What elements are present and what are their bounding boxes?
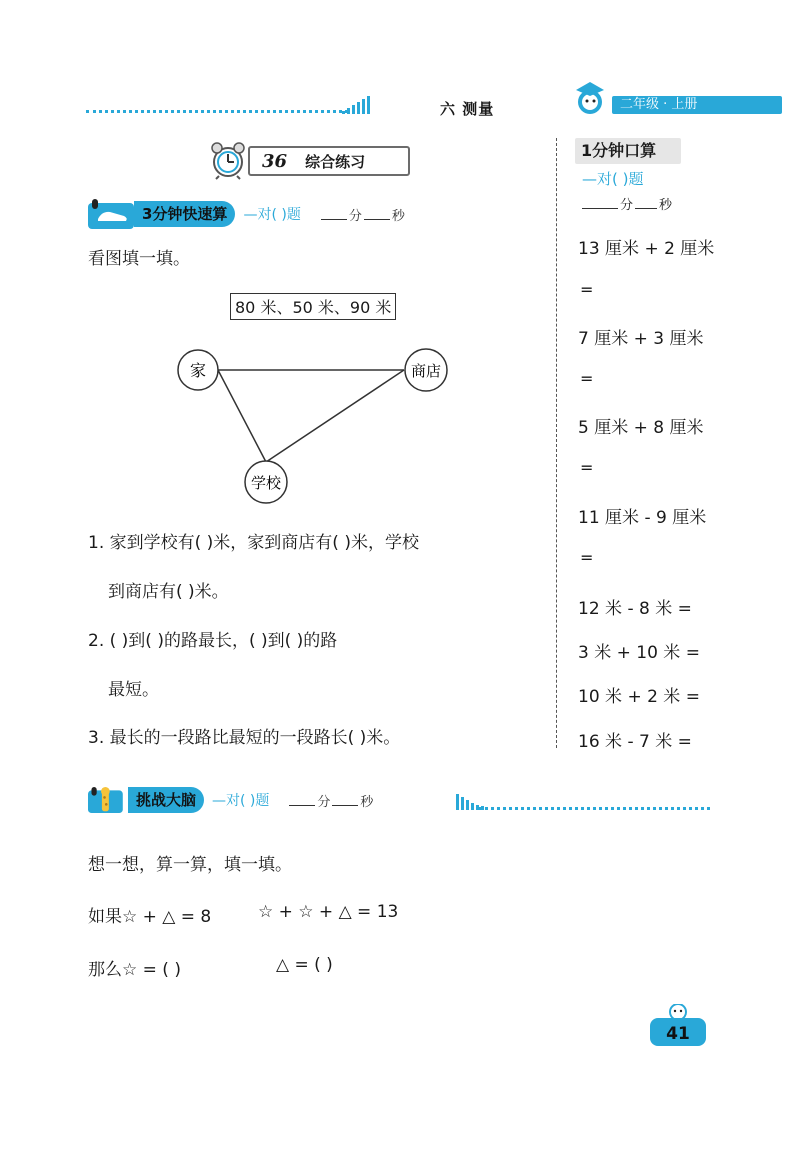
- challenge-line-2-b: △ = ( ): [276, 955, 333, 975]
- challenge-instruction: 想一想，算一算，填一填。: [88, 855, 292, 875]
- route-diagram: [170, 340, 460, 510]
- challenge-label: 挑战大脑: [128, 787, 204, 813]
- home-school-path: [218, 370, 266, 462]
- oral-item-4: 11 厘米 - 9 厘米: [578, 508, 707, 528]
- oral-item-2-equals: =: [580, 369, 594, 388]
- question-3: 3. 最长的一段路比最短的一段路长( )米。: [88, 728, 401, 748]
- lesson-number: 36: [262, 150, 288, 172]
- oral-item-2: 7 厘米 + 3 厘米: [578, 329, 704, 349]
- oral-calc-score: —对( )题: [582, 170, 644, 188]
- page-number-badge: [644, 1004, 712, 1048]
- oral-item-7: 10 米 + 2 米 =: [578, 687, 700, 707]
- quick-calc-score: —对( )题: [243, 207, 301, 223]
- sneaker-icon: [88, 199, 134, 229]
- oral-item-3-equals: =: [580, 458, 594, 477]
- lesson-title-box: [248, 146, 410, 176]
- alarm-clock-icon: [208, 140, 248, 180]
- question-2-line-1: 2. ( )到( )的路最长，( )到( )的路: [88, 631, 338, 651]
- oral-item-6: 3 米 + 10 米 =: [578, 643, 700, 663]
- oral-item-3: 5 厘米 + 8 厘米: [578, 418, 704, 438]
- home-node-label: 家: [189, 361, 207, 380]
- challenge-time: 分 秒: [287, 791, 373, 810]
- challenge-line-2-a: 那么☆ = ( ): [88, 960, 181, 980]
- question-1-line-2: 到商店有( )米。: [108, 582, 229, 602]
- distance-options-box: 80 米、50 米、90 米: [230, 293, 396, 320]
- challenge-line-1-b: ☆ + ☆ + △ = 13: [258, 902, 399, 922]
- shop-node-label: 商店: [410, 362, 442, 380]
- challenge-header: [88, 786, 373, 814]
- challenge-line-1-a: 如果☆ + △ = 8: [88, 907, 212, 927]
- oral-item-1-equals: =: [580, 280, 594, 299]
- school-shop-path: [266, 370, 404, 462]
- school-node-label: 学校: [250, 474, 282, 492]
- oral-item-4-equals: =: [580, 548, 594, 567]
- quick-calc-label: 3分钟快速算: [134, 201, 235, 227]
- quick-calc-time: 分 秒: [319, 205, 405, 224]
- challenge-dotted-rule: [478, 807, 710, 810]
- challenge-score: —对( )题: [212, 793, 270, 809]
- header-dotted-rule-left: [86, 110, 348, 113]
- page-number: 41: [666, 1024, 690, 1044]
- oral-item-5: 12 米 - 8 米 =: [578, 599, 692, 619]
- oral-item-1: 13 厘米 + 2 厘米: [578, 239, 715, 259]
- quick-calc-instruction: 看图填一填。: [88, 249, 190, 269]
- question-1-line-1: 1. 家到学校有( )米，家到商店有( )米，学校: [88, 533, 419, 553]
- graduate-mascot-icon: [568, 78, 612, 118]
- oral-calc-time: 分 秒: [580, 194, 672, 213]
- oral-item-8: 16 米 - 7 米 =: [578, 732, 692, 752]
- oral-calc-label: 1分钟口算: [575, 138, 681, 164]
- giraffe-icon: [88, 785, 128, 815]
- question-2-line-2: 最短。: [108, 680, 159, 700]
- grade-banner: 二年级 · 上册: [612, 96, 782, 114]
- chapter-title: 六 测量: [440, 100, 495, 118]
- column-divider: [556, 138, 557, 748]
- quick-calc-header: [88, 200, 405, 228]
- lesson-title: 综合练习: [305, 152, 366, 171]
- header-step-bars-left: [342, 96, 370, 114]
